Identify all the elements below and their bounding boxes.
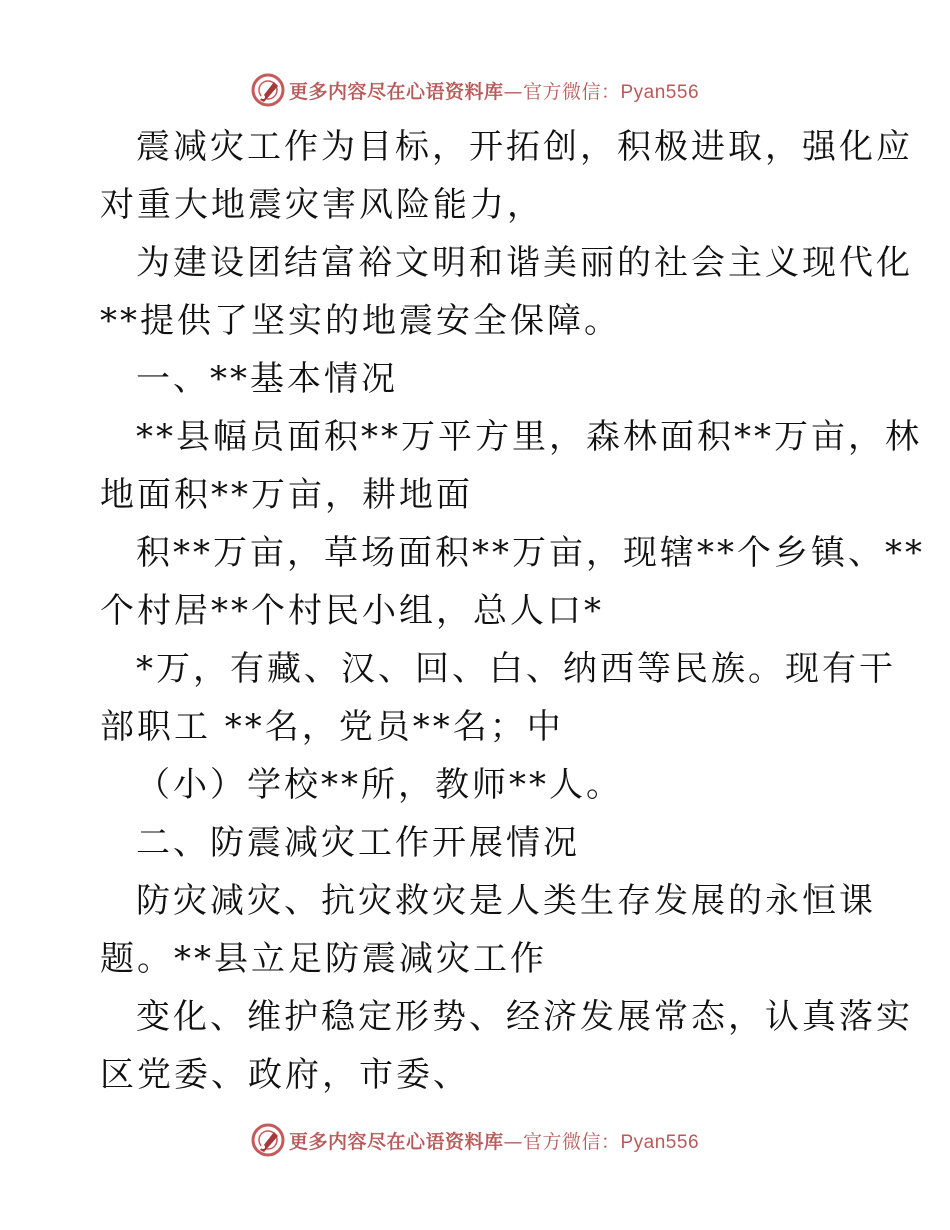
header-banner-text bbox=[289, 77, 699, 104]
paragraph-line: 区党委、政府，市委、 bbox=[100, 1055, 470, 1095]
paragraph-line: 积**万亩，草场面积**万亩，现辖**个乡镇、** bbox=[136, 533, 925, 573]
footer-banner-separator: — bbox=[503, 1130, 523, 1153]
footer-banner-label: 官方微信： bbox=[522, 1130, 621, 1153]
footer-banner bbox=[0, 1120, 950, 1160]
paragraph-line: **提供了坚实的地震安全保障。 bbox=[100, 301, 621, 341]
header-banner-wechat-id: Pyan556 bbox=[620, 81, 700, 103]
paragraph-line: 部职工 **名，党员**名；中 bbox=[100, 707, 564, 747]
header-banner-title: 更多内容尽在心语资料库 bbox=[288, 80, 504, 103]
header-banner bbox=[0, 70, 950, 110]
paragraph-line: 防灾减灾、抗灾救灾是人类生存发展的永恒课 bbox=[136, 881, 876, 921]
paragraph-line: 地面积**万亩，耕地面 bbox=[100, 475, 473, 515]
paragraph-line: 个村居**个村民小组，总人口* bbox=[100, 591, 604, 631]
paragraph-line: 题。**县立足防震减灾工作 bbox=[100, 939, 547, 979]
footer-banner-wechat-id: Pyan556 bbox=[620, 1131, 700, 1153]
paragraph-line: 对重大地震灾害风险能力， bbox=[100, 185, 544, 225]
document-body bbox=[100, 118, 925, 1104]
footer-banner-text bbox=[289, 1127, 699, 1154]
paragraph-line: 二、防震减灾工作开展情况 bbox=[136, 823, 580, 863]
header-banner-separator: — bbox=[503, 80, 523, 103]
header-banner-label: 官方微信： bbox=[522, 80, 621, 103]
paragraph-line: *万，有藏、汉、回、白、纳西等民族。现有干 bbox=[136, 649, 896, 689]
paragraph-line: （小）学校**所，教师**人。 bbox=[136, 765, 623, 805]
pen-nib-logo-icon bbox=[251, 1123, 285, 1157]
paragraph-line: 为建设团结富裕文明和谐美丽的社会主义现代化 bbox=[136, 243, 913, 283]
paragraph-line: 震减灾工作为目标，开拓创，积极进取，强化应 bbox=[136, 127, 913, 167]
paragraph-line: 一、**基本情况 bbox=[136, 359, 398, 399]
paragraph-line: **县幅员面积**万平方里，森林面积**万亩，林 bbox=[136, 417, 922, 457]
pen-nib-logo-icon bbox=[251, 73, 285, 107]
paragraph-line: 变化、维护稳定形势、经济发展常态，认真落实 bbox=[136, 997, 913, 1037]
footer-banner-title: 更多内容尽在心语资料库 bbox=[288, 1130, 504, 1153]
